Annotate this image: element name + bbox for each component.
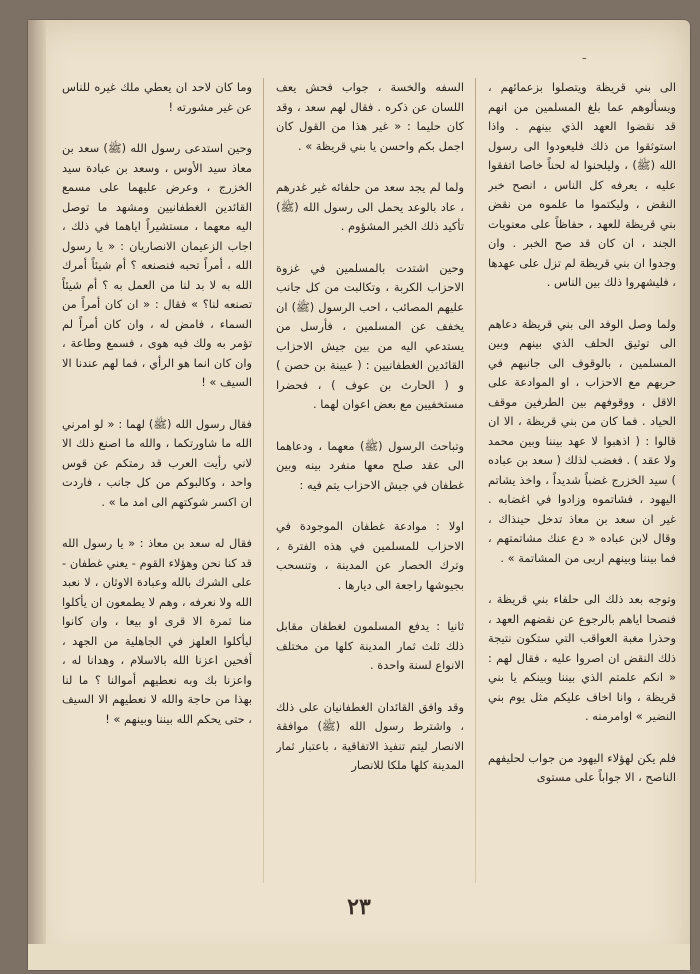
paragraph: فقال رسول الله (ﷺ) لهما : « لو امرني الله ما شاورتكما ، والله ما اصنع ذلك الا لاني رأيت العرب قد رمتكم عن قوس واحد ، وكالبوكم من كل جانب ، فاردت ان اكسر شوكتهم الى امد ما » . [62,416,252,509]
paragraph: وحين استدعى رسول الله (ﷺ) سعد بن معاذ سيد الأوس ، وسعد بن عبادة سيد الخزرج ، وعرض عليهما على مسمع القائدين الغطفانيين ومشهد ما توصل اليه معهما ، مستشيراً اياهما في ذلك ، اجاب الزعيمان الانصاريان : « يا رسول الله ، أمراً تحبه فنصنعه ؟ أم شيئاً أمرك الله به لا بد لنا من العمل به ؟ أم شيئاً تصنعه لنا؟ » فقال : « ان كان أمراً من السماء ، فامض له ، وان كان أمراً لم تؤمر به ولك فيه هوى ، فسمع وطاعة ، وان كان انما هو الرأي ، فما لهم عندنا الا السيف » ! [62,141,252,389]
paragraph: وقد وافق القائدان الغطفانيان على ذلك ، واشترط رسول الله (ﷺ) موافقة الانصار ليتم تنفيذ الاتفاقية ، باعتبار ثمار المدينة كلها ملكا للانصار [276,699,464,772]
page-number: ٢٣ [347,894,371,920]
paragraph: ولما وصل الوفد الى بني قريظة دعاهم الى توثيق الحلف الذي بينهم وبين المسلمين ، بالوقوف الى جانبهم في حربهم مع الاحزاب ، او الموادعة على الاقل ، ووقوفهم بين الطرفين موقف الحياد . فما كان من بني قريظة ، الا ان قالوا : ( اذهبوا لا عهد بيننا وبين محمد ولا عقد ) . فغضب لذلك ( سعد بن عباده ) سيد الخزرج غضباً شديداً ، واخذ يشاتم اليهود ، فشاتموه وزادوا في اغضابه . غير ان سعد بن معاذ تدخل حينذاك ، وقال لابن عباده « دع عنك مشاتمتهم ، فما بيننا وبينهم اربى من المشاتمة » . [488,316,676,565]
paragraph: فلم يكن لهؤلاء اليهود من جواب لحليفهم الناصح ، الا جواباً على مستوى [488,750,676,784]
text-column-left [62,78,252,898]
text-column-right [488,78,676,898]
paragraph: فقال له سعد بن معاذ : « يا رسول الله قد كنا نحن وهؤلاء القوم - يعني غطفان - على الشرك بالله وعبادة الاوثان ، لا نعبد الله ولا نعرفه ، وهم لا يطمعون ان يأكلوا منا ثمرة الا قرى او بيعا ، وان كانوا ليأكلوا العلهز في الجاهلية من الجهد ، أفحين اعزنا الله بالاسلام ، وهدانا له ، واعزنا بك وبه نعطيهم أموالنا ؟ ما لنا بهذا من حاجة والله لا نعطيهم الا السيف ، حتى يحكم الله بيننا وبينهم » ! [62,536,252,726]
column-divider [263,78,264,883]
column-divider [475,78,476,883]
paragraph: وما كان لاحد ان يعطي ملك غيره للناس عن غير مشورته ! [62,80,252,114]
paragraph: اولا : موادعة غطفان الموجودة في الاحزاب للمسلمين في هذه الفترة ، وترك الحصار عن المدينة ، وتنسحب بجيوشها راجعة الى ديارها . [276,519,464,592]
paragraph: وحين اشتدت بالمسلمين في غزوة الاحزاب الكربة ، وتكالبت من كل جانب عليهم المصائب ، احب الرسول (ﷺ) ان يخفف عن المسلمين ، فأرسل من يستدعي اليه من بين جيش الاحزاب القائدين الغطفانيين : ( عيينة بن حصن ) و ( الحارث بن عوف ) ، فحضرا مستخفيين مع بعض اعوان لهما . [276,260,464,411]
top-mark: ـ [582,48,586,62]
paragraph: السفه والخسة ، جواب فحش يعف اللسان عن ذكره . فقال لهم سعد ، وقد كان حليما : « غير هذا من القول كان اجمل بكم واحسن يا بني قريظة » . [276,80,464,153]
page-bottom-margin [28,944,690,970]
page-binding-edge [28,20,46,970]
book-page [28,20,690,970]
paragraph: وتباحث الرسول (ﷺ) معهما ، ودعاهما الى عقد صلح معها منفرد بينه وبين غطفان في جيش الاحزاب يتم فيه : [276,438,464,492]
paragraph: وتوجه بعد ذلك الى حلفاء بني قريظة ، فنصحا اياهم بالرجوع عن نقضهم العهد ، وحذرا مغبة العواقب التي ستكون نتيجة ذلك النقض ان اصروا عليه ، فقال لهم : « انكم علمتم الذي بيننا وبينكم يا بني قريظة ، وانا اخاف عليكم مثل يوم بني النضير » اوامرمنه . [488,592,676,723]
text-column-middle [276,78,464,898]
paragraph: الى بني قريظة ويتصلوا بزعمائهم ، ويسألوهم عما بلغ المسلمين من انهم قد نقضوا العهد الذي بينهم . واذا استوثقوا من ذلك فليعودوا الى رسول الله (ﷺ) ، وليلحنوا له لحناً خاصا اتفقوا عليه ، يعرفه كل الناس ، انصح خبر النقض ، وليكتموا ما علموه من نقض بني قريظة للعهد ، حفاظاً على معنويات الجند ، ان كان قد صح الخبر . وان وجدوا ان بني قريظة لم تزل على عهدها ، فليشهروا ذلك بين الناس . [488,80,676,289]
paragraph: ثانيا : يدفع المسلمون لغطفان مقابل ذلك ثلث ثمار المدينة كلها من مختلف الانواع لسنة واحدة . [276,619,464,672]
paragraph: ولما لم يجد سعد من حلفائه غير غدرهم ، عاد بالوعد يحمل الى رسول الله (ﷺ) تأكيد ذلك الخبر المشؤوم . [276,180,464,233]
